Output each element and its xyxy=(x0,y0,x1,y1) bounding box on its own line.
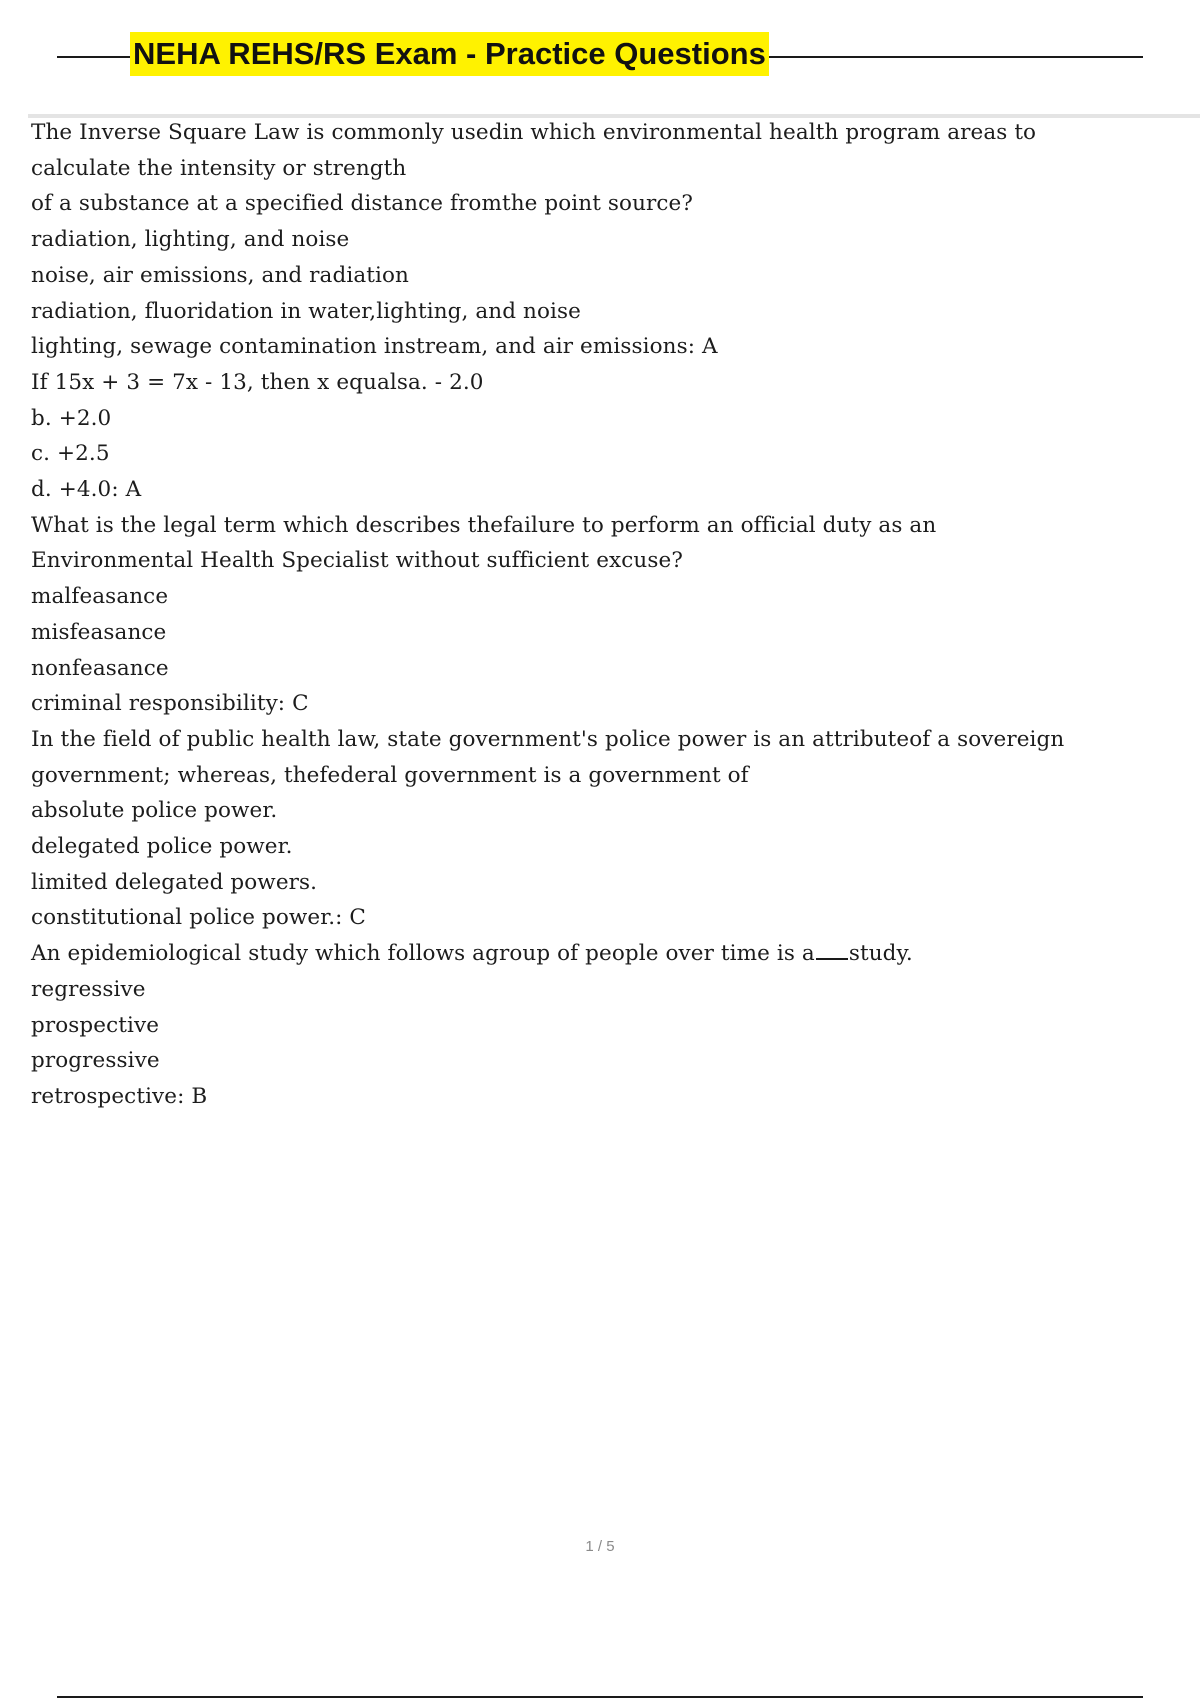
text-line: c. +2.5 xyxy=(31,441,110,467)
question-text: An epidemiological study which follows agroup of people over time is a xyxy=(31,941,815,967)
answer-option: progressive xyxy=(31,1048,160,1074)
text-line: b. +2.0 xyxy=(31,405,112,431)
text-line: constitutional police power.: C xyxy=(31,905,366,931)
answer-option: retrospective: B xyxy=(31,1083,208,1109)
text-line: calculate the intensity or strength xyxy=(31,155,407,181)
text-line: malfeasance xyxy=(31,584,169,610)
document-body xyxy=(31,115,1111,1115)
text-line: What is the legal term which describes thefailure to perform an official duty as an xyxy=(31,512,937,538)
text-line: lighting, sewage contamination instream, and air emissions: A xyxy=(31,334,718,360)
epidemiology-question xyxy=(31,936,1111,972)
text-line: criminal responsibility: C xyxy=(31,691,309,717)
text-line: In the field of public health law, state government's police power is an attributeof a sovereign xyxy=(31,726,1065,752)
text-line: If 15x + 3 = 7x - 13, then x equalsa. - 2.0 xyxy=(31,369,484,395)
text-line: delegated police power. xyxy=(31,834,293,860)
text-line: absolute police power. xyxy=(31,798,278,824)
text-line: noise, air emissions, and radiation xyxy=(31,262,409,288)
answer-option: regressive xyxy=(31,976,146,1002)
question-text-end: study. xyxy=(848,941,913,967)
text-line: of a substance at a specified distance fromthe point source? xyxy=(31,191,693,217)
footer-rule xyxy=(57,1696,1143,1698)
page-header xyxy=(57,28,1143,78)
text-line: limited delegated powers. xyxy=(31,869,318,895)
text-line: The Inverse Square Law is commonly usedin which environmental health program areas to xyxy=(31,120,1037,145)
answer-blank xyxy=(816,958,848,960)
text-line: radiation, fluoridation in water,lighting, and noise xyxy=(31,298,581,324)
text-line: radiation, lighting, and noise xyxy=(31,227,350,253)
document-title: NEHA REHS/RS Exam - Practice Questions xyxy=(130,32,769,76)
answer-option: prospective xyxy=(31,1012,160,1038)
text-line: misfeasance xyxy=(31,619,167,645)
page-number: 1 / 5 xyxy=(585,1538,615,1555)
text-line: government; whereas, thefederal government is a government of xyxy=(31,762,749,788)
text-line: d. +4.0: A xyxy=(31,477,142,503)
text-line: nonfeasance xyxy=(31,655,169,681)
text-line: Environmental Health Specialist without sufficient excuse? xyxy=(31,548,683,574)
